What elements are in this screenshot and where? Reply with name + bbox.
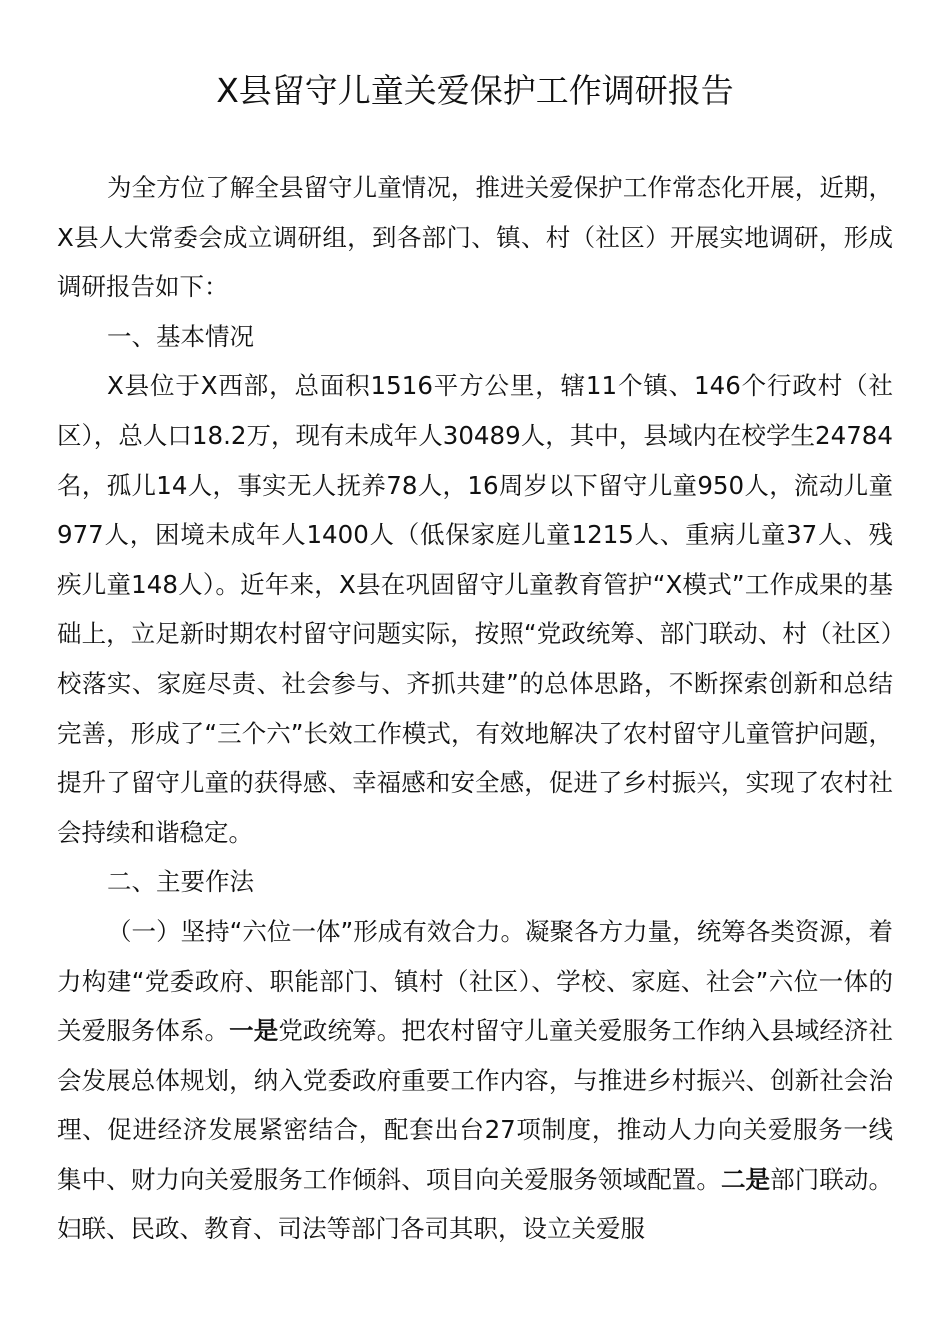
- practices-paragraph: [57, 907, 893, 1254]
- practices-text-1: （一）坚持“六位一体”形成有效合力。凝聚各方力量，统筹各类资源，着力构建“党委政府、职能部门、镇村（社区）、学校、家庭、社会”六位一体的关爱服务体系。: [57, 916, 893, 1046]
- document-title: X县留守儿童关爱保护工作调研报告: [216, 71, 734, 110]
- section-heading-main-practices: 二、主要作法: [107, 867, 254, 897]
- practices-text-2: 党政统筹。把农村留守儿童关爱服务工作纳入县域经济社会发展总体规划，纳入党委政府重要工作内容，与推进乡村振兴、创新社会治理、促进经济发展紧密结合，配套出台27项制度，推动人力向关爱服务一线集中、财力向关爱服务工作倾斜、项目向关爱服务领域配置。: [57, 1016, 894, 1194]
- practices-text-3: 部门联动。妇联、民政、教育、司法等部门各司其职，设立关爱服: [57, 1164, 894, 1244]
- basic-situation-paragraph: X县位于X西部，总面积1516平方公里，辖11个镇、146个行政村（社区），总人口18.2万，现有未成年人30489人，其中，县域内在校学生24784名，孤儿14人，事实无人抚养78人，16周岁以下留守儿童950人，流动儿童977人，困境未成年人1400人（低保家庭儿童1215人、重病儿童37人、残疾儿童148人）。近年来，X县在巩固留守儿童教育管护“X模式”工作成果的基础上，立足新时期农村留守问题实际，按照“党政统筹、部门联动、村（社区）校落实、家庭尽责、社会参与、齐抓共建”的总体思路，不断探索创新和总结完善，形成了“三个六”长效工作模式，有效地解决了农村留守儿童管护问题，提升了留守儿童的获得感、幸福感和安全感，促进了乡村振兴，实现了农村社会持续和谐稳定。: [57, 371, 893, 847]
- intro-paragraph: 为全方位了解全县留守儿童情况，推进关爱保护工作常态化开展，近期，X县人大常委会成立调研组，到各部门、镇、村（社区）开展实地调研，形成调研报告如下：: [57, 173, 893, 302]
- section-heading-basic-situation: 一、基本情况: [107, 321, 254, 351]
- bold-marker-first: 一是: [229, 1016, 279, 1046]
- document-body: [57, 163, 893, 1254]
- bold-marker-second: 二是: [720, 1164, 771, 1194]
